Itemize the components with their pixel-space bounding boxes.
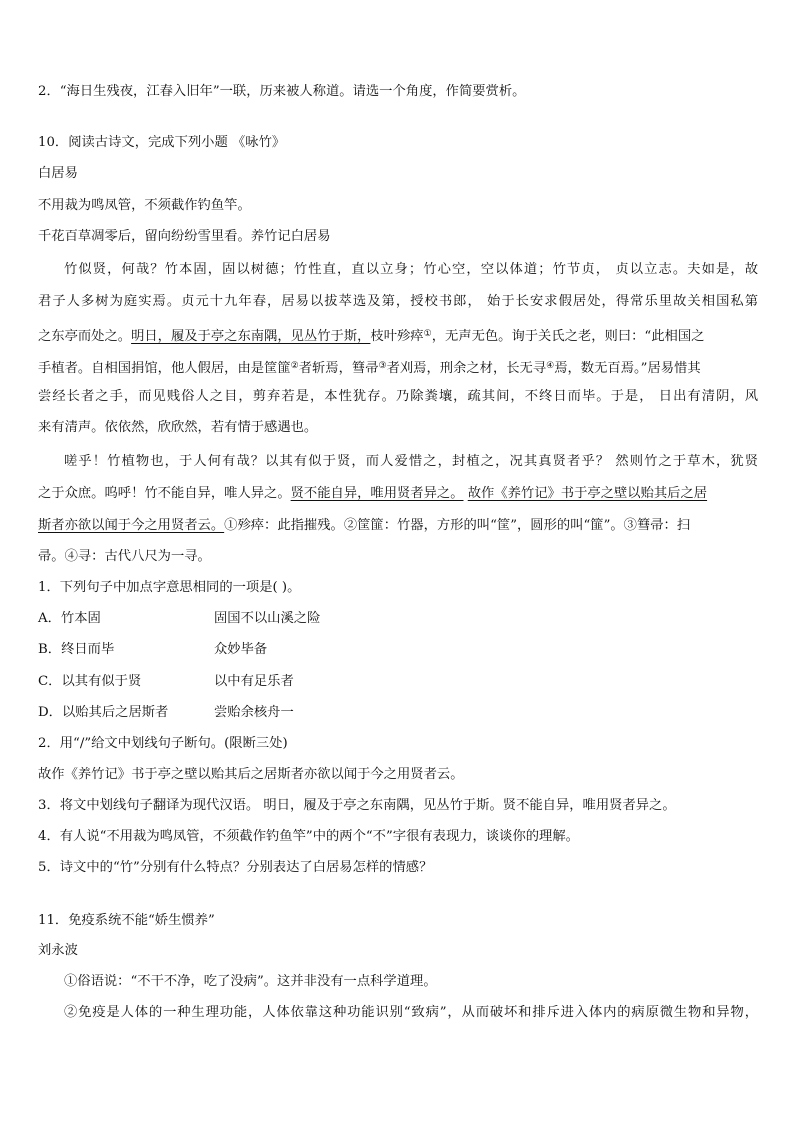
option-c-text: 以中有足乐者 [214, 674, 294, 689]
poem-author: 白居易 [38, 166, 78, 181]
underlined-sentence: 故作《养竹记》书于亭之壁以贻其后之居 [467, 486, 708, 501]
passage-line: 竹似贤，何哉？竹本固，固以树德；竹性直，直以立身；竹心空，空以体道；竹节贞， 贞以立志。夫如是，故 [64, 262, 758, 277]
article-paragraph-2: ②免疫是人体的一种生理功能，人体依靠这种功能识别“致病”，从而破坏和排斥进入体内的病原微生物和异物， [64, 1005, 758, 1020]
question-2-prev: 2．“海日生残夜，江春入旧年”一联，历来被人称道。请选一个角度，作简要赏析。 [38, 84, 526, 99]
footnote-mark: ③ [378, 361, 387, 371]
option-a-label: A．竹本固 [38, 611, 101, 626]
passage-line: 君子人多树为庭实焉。贞元十九年春，居易以拔萃选及第，授校书郎， 始于长安求假居处，得常乐里故关相国私第 [38, 294, 758, 309]
footnote-mark: ② [290, 361, 299, 371]
question-11-header: 11．免疫系统不能“娇生惯养” [38, 913, 215, 928]
option-b-label: B．终日而毕 [38, 642, 115, 657]
passage-text: 者刈焉，刑余之材，长无寻 [386, 361, 547, 376]
passage-line: 嗟乎！竹植物也，于人何有哉？以其有似于贤，而人爱惜之，封植之，况其真贤者乎？ 然则竹之于草木，犹贤 [64, 454, 758, 469]
option-d-text: 尝贻余核舟一 [214, 705, 294, 720]
sub-question-1: 1．下列句子中加点字意思相同的一项是( )。 [38, 580, 301, 595]
option-d [38, 703, 758, 723]
underlined-sentence: 斯者亦欲以闻于今之用贤者云。 [38, 518, 225, 533]
passage-line [38, 356, 758, 379]
passage-text: 者斩焉，篲帚 [298, 361, 379, 376]
sub-question-2-text: 故作《养竹记》书于亭之壁以贻其后之居斯者亦欲以闻于今之用贤者云。 [38, 767, 464, 782]
passage-text: 焉，数无百焉。”居易惜其 [554, 361, 701, 376]
passage-line [38, 516, 758, 536]
option-c-label: C．以其有似于贤 [38, 674, 142, 689]
article-author: 刘永波 [38, 943, 78, 958]
option-c [38, 672, 758, 692]
underlined-sentence: 贤不能自异，唯用贤者异之。 [290, 486, 464, 501]
sub-question-2: 2．用“/”给文中划线句子断句。(限断三处) [38, 736, 288, 751]
sub-question-5: 5．诗文中的“竹”分别有什么特点？分别表达了白居易怎样的情感？ [38, 860, 433, 875]
footnote-mark: ① [423, 329, 432, 339]
sub-question-4: 4．有人说“不用裁为鸣凤管，不须截作钓鱼竿”中的两个“不”字很有表现力，谈谈你的理解。 [38, 829, 579, 844]
footnote-mark: ④ [546, 361, 555, 371]
poem-line-2: 千花百草凋零后，留向纷纷雪里看。养竹记白居易 [38, 229, 331, 244]
sub-question-3: 3．将文中划线句子翻译为现代汉语。 明日，履及于亭之东南隅，见丛竹于斯。贤不能自异，唯用贤者异之。 [38, 798, 676, 813]
option-d-label: D．以贻其后之居斯者 [38, 705, 169, 720]
passage-line [38, 484, 758, 504]
passage-text: 枝叶殄瘁 [370, 329, 424, 344]
passage-line: 来有清声。依依然，欣欣然，若有情于感遇也。 [38, 420, 318, 435]
option-a [38, 609, 758, 629]
underlined-sentence: 明日，履及于亭之东南隅，见丛竹于斯， [131, 329, 371, 344]
option-b [38, 640, 758, 660]
passage-line: 尝经长者之手，而见贱俗人之目，剪弃若是，本性犹存。乃除粪壤，疏其间，不终日而毕。于是， 日出有清阴，风 [38, 389, 758, 404]
option-b-text: 众妙毕备 [214, 642, 268, 657]
passage-text: 之东亭而处之。 [38, 329, 132, 344]
passage-text: 手植者。自相国捐馆，他人假居，由是筐篚 [38, 361, 291, 376]
passage-text: ，无声无色。询于关氏之老，则曰：“此相国之 [431, 329, 705, 344]
passage-line: 帚。④寻：古代八尺为一寻。 [38, 549, 211, 564]
question-10-header: 10．阅读古诗文，完成下列小题 《咏竹》 [38, 135, 286, 150]
footnotes: ①殄瘁：此指摧残。②筐篚：竹器，方形的叫“筐”，圆形的叫“篚”。③篲帚：扫 [224, 518, 691, 533]
poem-line-1: 不用裁为鸣凤管，不须截作钓鱼竿。 [38, 198, 251, 213]
article-paragraph-1: ①俗语说：“不干不净，吃了没病”。这并非没有一点科学道理。 [64, 974, 437, 989]
passage-text: 之于众庶。呜呼！竹不能自异，唯人异之。 [38, 486, 291, 501]
passage-line [38, 324, 758, 347]
option-a-text: 固国不以山溪之险 [214, 611, 321, 626]
